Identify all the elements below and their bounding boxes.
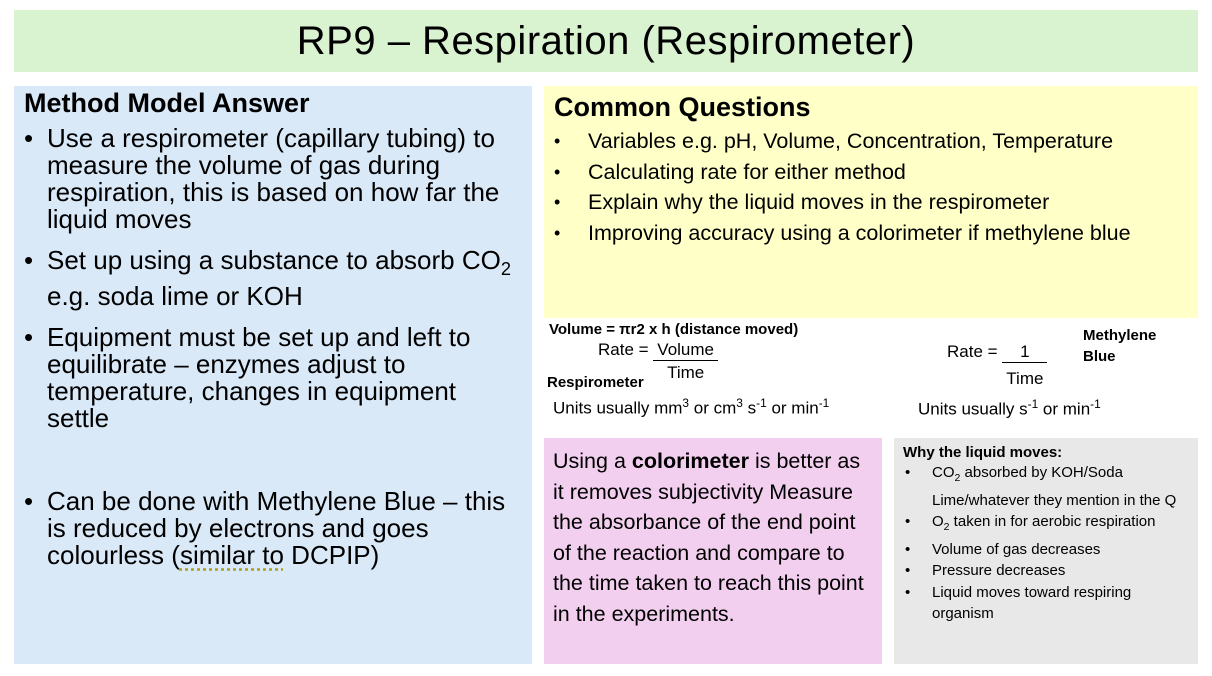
units-text: or cm bbox=[689, 398, 737, 418]
units-text: s bbox=[742, 398, 757, 418]
bullet-icon: • bbox=[554, 192, 561, 212]
label-line: Methylene bbox=[1083, 327, 1157, 344]
respirometer-label: Respirometer bbox=[547, 374, 644, 391]
superscript: 3 bbox=[682, 396, 690, 410]
liquid-text: CO bbox=[932, 464, 955, 481]
method-heading: Method Model Answer bbox=[24, 88, 310, 118]
list-item bbox=[903, 462, 1189, 511]
method-item-methylene-pre: Can be done with Methylene Blue – this is reduced by electrons and goes colourless ( bbox=[47, 486, 506, 571]
colorimeter-text-pre: Using a bbox=[553, 449, 632, 473]
units-text: or min bbox=[766, 398, 819, 418]
liquid-text: Liquid moves toward respiring organism bbox=[932, 583, 1132, 622]
liquid-panel bbox=[894, 438, 1198, 664]
method-panel bbox=[14, 86, 532, 664]
list-item bbox=[903, 582, 1189, 625]
list-item bbox=[554, 157, 1188, 188]
methylene-fraction bbox=[1002, 342, 1047, 389]
respirometer-fraction bbox=[653, 340, 718, 383]
colorimeter-bold: colorimeter bbox=[631, 449, 749, 473]
list-item bbox=[554, 187, 1188, 218]
slide-title: RP9 – Respiration (Respirometer) bbox=[296, 18, 916, 63]
list-item bbox=[903, 560, 1189, 582]
bullet-icon: • bbox=[905, 583, 911, 601]
superscript: -1 bbox=[1090, 397, 1101, 411]
subscript: 2 bbox=[500, 259, 511, 280]
questions-list bbox=[554, 126, 1188, 248]
liquid-text: taken in for aerobic respiration bbox=[949, 513, 1156, 530]
units-text: Units usually s bbox=[918, 399, 1028, 419]
bullet-icon: • bbox=[24, 322, 34, 353]
method-item-absorb-pre: Set up using a substance to absorb CO bbox=[47, 245, 501, 275]
method-item-equilibrate: Equipment must be set up and left to equilibrate – enzymes adjust to temperature, changes in equipment settle bbox=[47, 322, 471, 434]
respirometer-units bbox=[553, 396, 829, 419]
fraction-numerator: 1 bbox=[1002, 342, 1047, 363]
units-text: Units usually mm bbox=[553, 398, 683, 418]
method-list bbox=[24, 125, 522, 569]
list-item bbox=[554, 126, 1188, 157]
list-item bbox=[903, 511, 1189, 539]
bullet-icon: • bbox=[905, 513, 911, 530]
units-text: or min bbox=[1038, 399, 1091, 419]
liquid-text: Volume of gas decreases bbox=[932, 540, 1101, 558]
fraction-denominator: Time bbox=[667, 363, 705, 382]
list-item bbox=[24, 324, 522, 432]
questions-heading: Common Questions bbox=[554, 92, 811, 122]
method-item-respirometer: Use a respirometer (capillary tubing) to measure the volume of gas during respiration, this is based on how far the liquid moves bbox=[47, 123, 500, 234]
bullet-icon: • bbox=[905, 540, 911, 558]
superscript: -1 bbox=[1027, 397, 1039, 411]
underlined-text: similar to bbox=[179, 540, 284, 571]
question-text: Variables e.g. pH, Volume, Concentration, Temperature bbox=[588, 129, 1114, 153]
bullet-icon: • bbox=[554, 161, 561, 182]
volume-formula: Volume = πr2 x h (distance moved) bbox=[549, 321, 799, 338]
method-item-absorb-post: e.g. soda lime or KOH bbox=[47, 281, 303, 312]
list-item bbox=[554, 218, 1188, 249]
method-item-methylene-post: DCPIP) bbox=[283, 540, 380, 571]
colorimeter-text-post: is better as it removes subjectivity Measure the absorbance of the end point of the reaction and compare to the time taken to reach this point in the experiments. bbox=[553, 449, 864, 626]
bullet-icon: • bbox=[24, 123, 34, 153]
list-item bbox=[903, 539, 1189, 561]
methylene-rate-formula bbox=[947, 342, 1047, 389]
bullet-icon: • bbox=[905, 562, 911, 579]
question-text: Explain why the liquid moves in the respirometer bbox=[588, 190, 1050, 214]
bullet-icon: • bbox=[554, 131, 561, 151]
label-line: Blue bbox=[1083, 348, 1116, 365]
fraction-numerator: Volume bbox=[653, 340, 718, 361]
bullet-icon: • bbox=[554, 222, 561, 243]
bullet-icon: • bbox=[24, 245, 34, 275]
superscript: -1 bbox=[756, 396, 767, 410]
questions-panel bbox=[544, 86, 1198, 318]
title-bar bbox=[14, 10, 1198, 72]
question-text: Calculating rate for either method bbox=[588, 159, 906, 184]
colorimeter-panel bbox=[544, 438, 882, 664]
superscript: -1 bbox=[818, 396, 830, 410]
bullet-icon: • bbox=[24, 486, 34, 517]
list-item bbox=[24, 125, 522, 233]
methylene-units bbox=[918, 397, 1101, 420]
question-text: Improving accuracy using a colorimeter if methylene blue bbox=[588, 220, 1131, 245]
list-item bbox=[24, 247, 522, 310]
subscript: 2 bbox=[954, 472, 961, 484]
liquid-list bbox=[903, 462, 1189, 625]
list-item bbox=[24, 488, 522, 569]
fraction-denominator: Time bbox=[1006, 369, 1044, 388]
liquid-text: O bbox=[932, 513, 944, 530]
liquid-text: Pressure decreases bbox=[932, 562, 1066, 579]
superscript: 3 bbox=[736, 396, 743, 410]
subscript: 2 bbox=[943, 521, 950, 533]
bullet-icon: • bbox=[905, 464, 911, 481]
liquid-heading: Why the liquid moves: bbox=[903, 444, 1063, 461]
liquid-text: absorbed by KOH/Soda Lime/whatever they mention in the Q bbox=[932, 464, 1177, 509]
rate-label: Rate = bbox=[598, 340, 649, 359]
methylene-blue-label bbox=[1083, 325, 1156, 367]
rate-label: Rate = bbox=[947, 342, 998, 361]
